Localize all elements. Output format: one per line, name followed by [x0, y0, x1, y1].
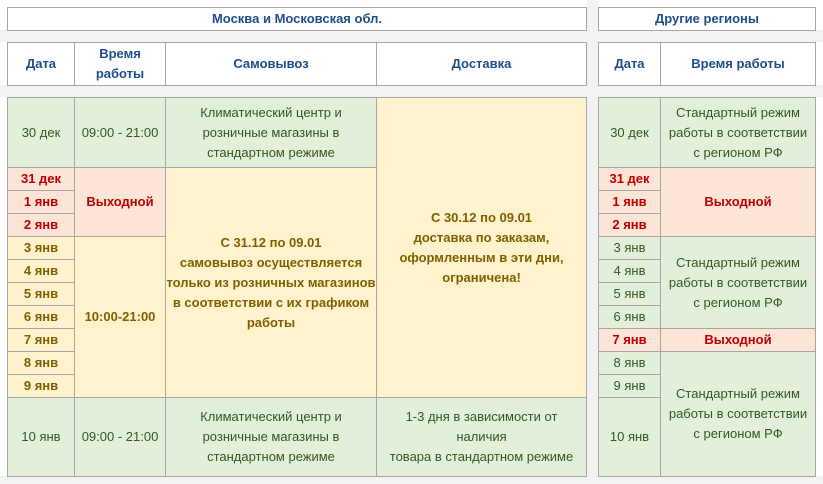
moscow-date-7jan: 7 янв [7, 328, 75, 352]
regions-hours-3to6jan: Стандартный режим работы в соответствии с регионом РФ [660, 236, 816, 329]
moscow-date-30dec: 30 дек [7, 97, 75, 168]
regions-title: Другие регионы [598, 7, 816, 31]
regions-date-30dec: 30 дек [598, 97, 661, 168]
moscow-hours-3to9jan: 10:00-21:00 [74, 236, 166, 398]
moscow-header-date: Дата [7, 42, 75, 86]
separator-header [0, 85, 823, 97]
moscow-title: Москва и Московская обл. [7, 7, 587, 31]
regions-date-31dec: 31 дек [598, 167, 661, 191]
moscow-delivery-30dec-9jan: С 30.12 по 09.01 доставка по заказам, оформленным в эти дни, ограничена! [376, 97, 587, 398]
regions-hours-7jan: Выходной [660, 328, 816, 352]
moscow-date-4jan: 4 янв [7, 259, 75, 283]
moscow-hours-holiday: Выходной [74, 167, 166, 237]
moscow-date-1jan: 1 янв [7, 190, 75, 214]
moscow-date-31dec: 31 дек [7, 167, 75, 191]
regions-date-1jan: 1 янв [598, 190, 661, 214]
regions-date-2jan: 2 янв [598, 213, 661, 237]
moscow-header-hours: Время работы [74, 42, 166, 86]
moscow-header-pickup: Самовывоз [165, 42, 377, 86]
moscow-header-delivery: Доставка [376, 42, 587, 86]
moscow-date-8jan: 8 янв [7, 351, 75, 375]
separator-vertical [587, 0, 598, 484]
moscow-date-9jan: 9 янв [7, 374, 75, 398]
moscow-date-6jan: 6 янв [7, 305, 75, 329]
regions-hours-8to10jan: Стандартный режим работы в соответствии с регионом РФ [660, 351, 816, 477]
separator-bottom [0, 476, 823, 484]
moscow-hours-10jan: 09:00 - 21:00 [74, 397, 166, 477]
moscow-delivery-10jan: 1-3 дня в зависимости от наличия товара в стандартном режиме [376, 397, 587, 477]
regions-date-9jan: 9 янв [598, 374, 661, 398]
regions-date-8jan: 8 янв [598, 351, 661, 375]
regions-date-3jan: 3 янв [598, 236, 661, 260]
regions-hours-30dec: Стандартный режим работы в соответствии с регионом РФ [660, 97, 816, 168]
moscow-pickup-30dec: Климатический центр и розничные магазины в стандартном режиме [165, 97, 377, 168]
moscow-pickup-31dec-9jan: С 31.12 по 09.01 самовывоз осуществляется только из розничных магазинов в соответствии с их графиком работы [165, 167, 377, 398]
regions-header-date: Дата [598, 42, 661, 86]
moscow-date-10jan: 10 янв [7, 397, 75, 477]
regions-date-4jan: 4 янв [598, 259, 661, 283]
moscow-hours-30dec: 09:00 - 21:00 [74, 97, 166, 168]
regions-date-6jan: 6 янв [598, 305, 661, 329]
regions-header-hours: Время работы [660, 42, 816, 86]
separator-top [0, 30, 823, 42]
regions-hours-31dec-2jan: Выходной [660, 167, 816, 237]
moscow-date-5jan: 5 янв [7, 282, 75, 306]
moscow-date-3jan: 3 янв [7, 236, 75, 260]
moscow-date-2jan: 2 янв [7, 213, 75, 237]
regions-date-10jan: 10 янв [598, 397, 661, 477]
moscow-pickup-10jan: Климатический центр и розничные магазины в стандартном режиме [165, 397, 377, 477]
regions-date-5jan: 5 янв [598, 282, 661, 306]
regions-date-7jan: 7 янв [598, 328, 661, 352]
